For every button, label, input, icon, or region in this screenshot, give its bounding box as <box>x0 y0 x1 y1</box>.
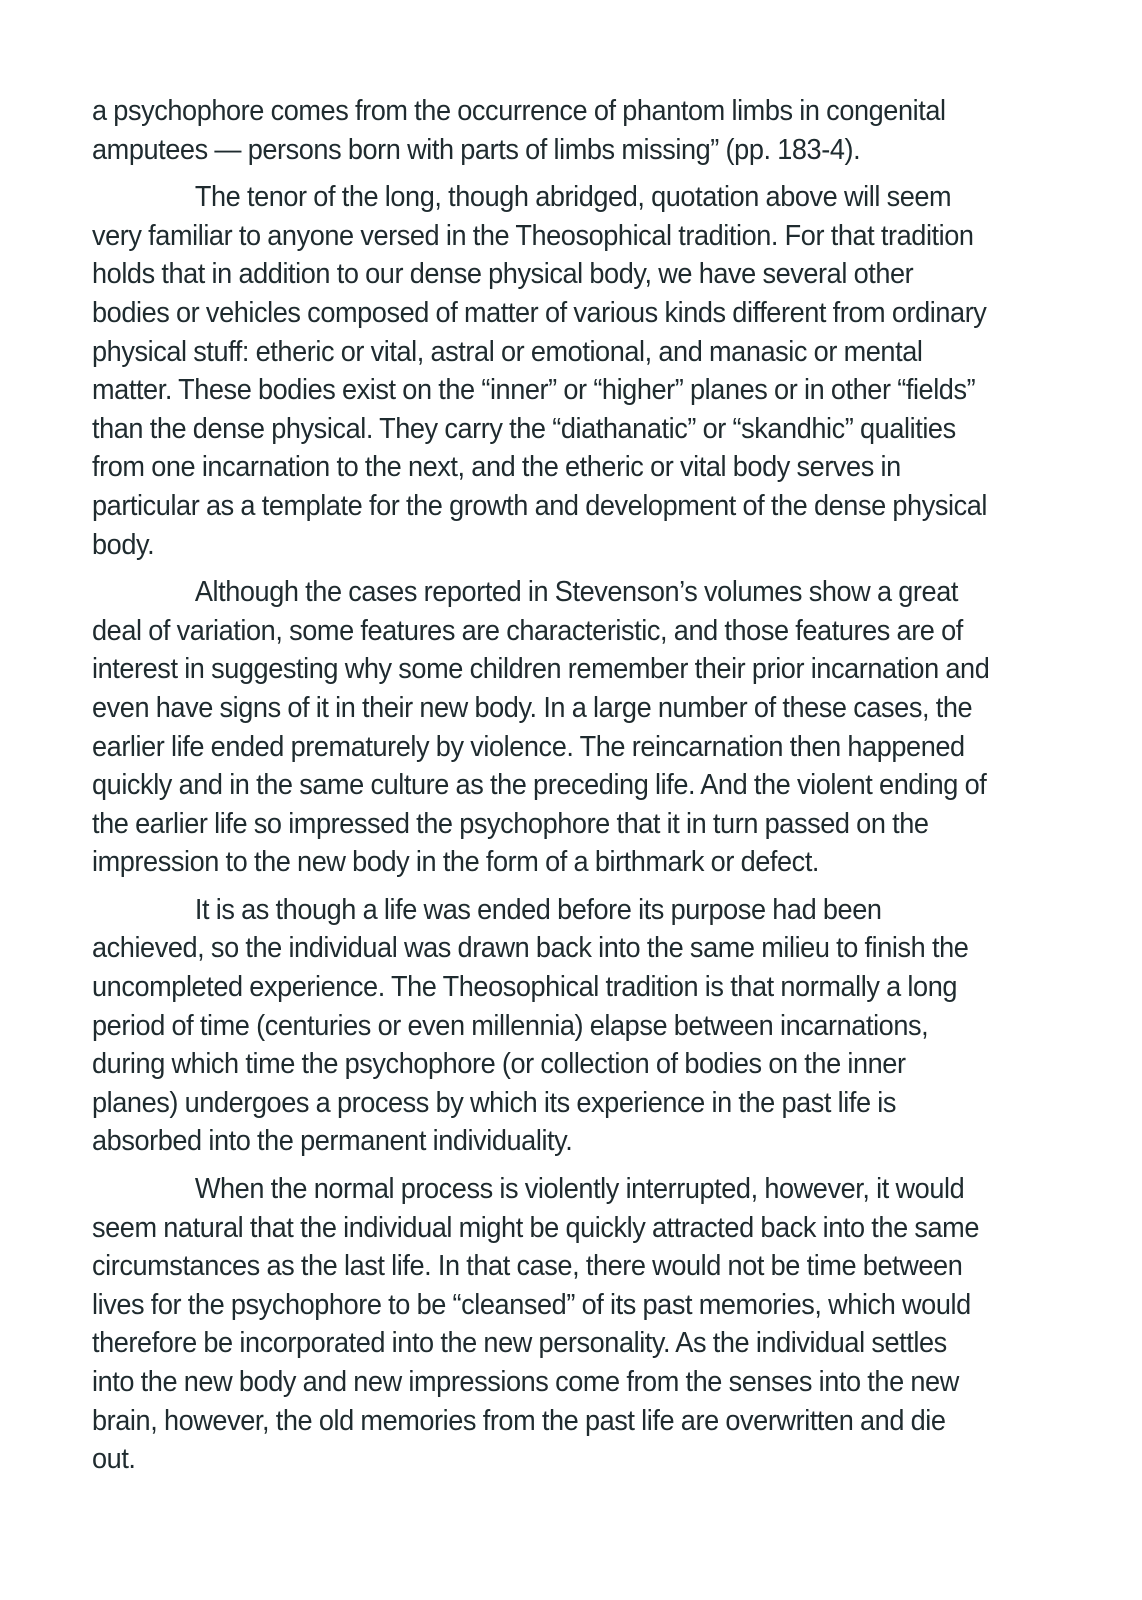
paragraph-life-ended-early: It is as though a life was ended before its purpose had been achieved, so the individual was drawn back into the same milieu to finish the uncompleted experience. The Theosophical tradition is that normally a long period of time (centuries or even millennia) elapse between incarnations, during which time the psychophore (or collection of bodies on the inner planes) undergoes a process by which its experience in the past life is absorbed into the permanent individuality. <box>92 893 969 1158</box>
paragraph-theosophical-tradition: The tenor of the long, though abridged, quotation above will seem very familiar to anyone versed in the Theosophical tradition. For that tradition holds that in addition to our dense physical body, we have several other bodies or vehicles composed of matter of various kinds different from ordinary physical stuff: etheric or vital, astral or emotional, and manasic or mental matter. These bodies exist on the “inner” or “higher” planes or in other “fields” than the dense physical. They carry the “diathanatic” or “skandhic” qualities from one incarnation to the next, and the etheric or vital body serves in particular as a template for the growth and development of the dense physical body. <box>92 181 987 561</box>
paragraph-continuation: a psychophore comes from the occurrence of phantom limbs in congenital amputees — persons born with parts of limbs missing” (pp. 183-4). <box>92 95 946 166</box>
document-page <box>92 92 990 1488</box>
paragraph-interrupted-process: When the normal process is violently interrupted, however, it would seem natural that the individual might be quickly attracted back into the same circumstances as the last life. In that case, there would not be time between lives for the psychophore to be “cleansed” of its past memories, which would therefore be incorporated into the new personality. As the individual settles into the new body and new impressions come from the senses into the new brain, however, the old memories from the past life are overwritten and die out. <box>92 1173 980 1476</box>
paragraph-stevenson-cases: Although the cases reported in Stevenson’s volumes show a great deal of variation, some features are characteristic, and those features are of interest in suggesting why some children remember their prior incarnation and even have signs of it in their new body. In a large number of these cases, the earlier life ended prematurely by violence. The reincarnation then happened quickly and in the same culture as the preceding life. And the violent ending of the earlier life so impressed the psychophore that it in turn passed on the impression to the new body in the form of a birthmark or defect. <box>92 576 990 879</box>
